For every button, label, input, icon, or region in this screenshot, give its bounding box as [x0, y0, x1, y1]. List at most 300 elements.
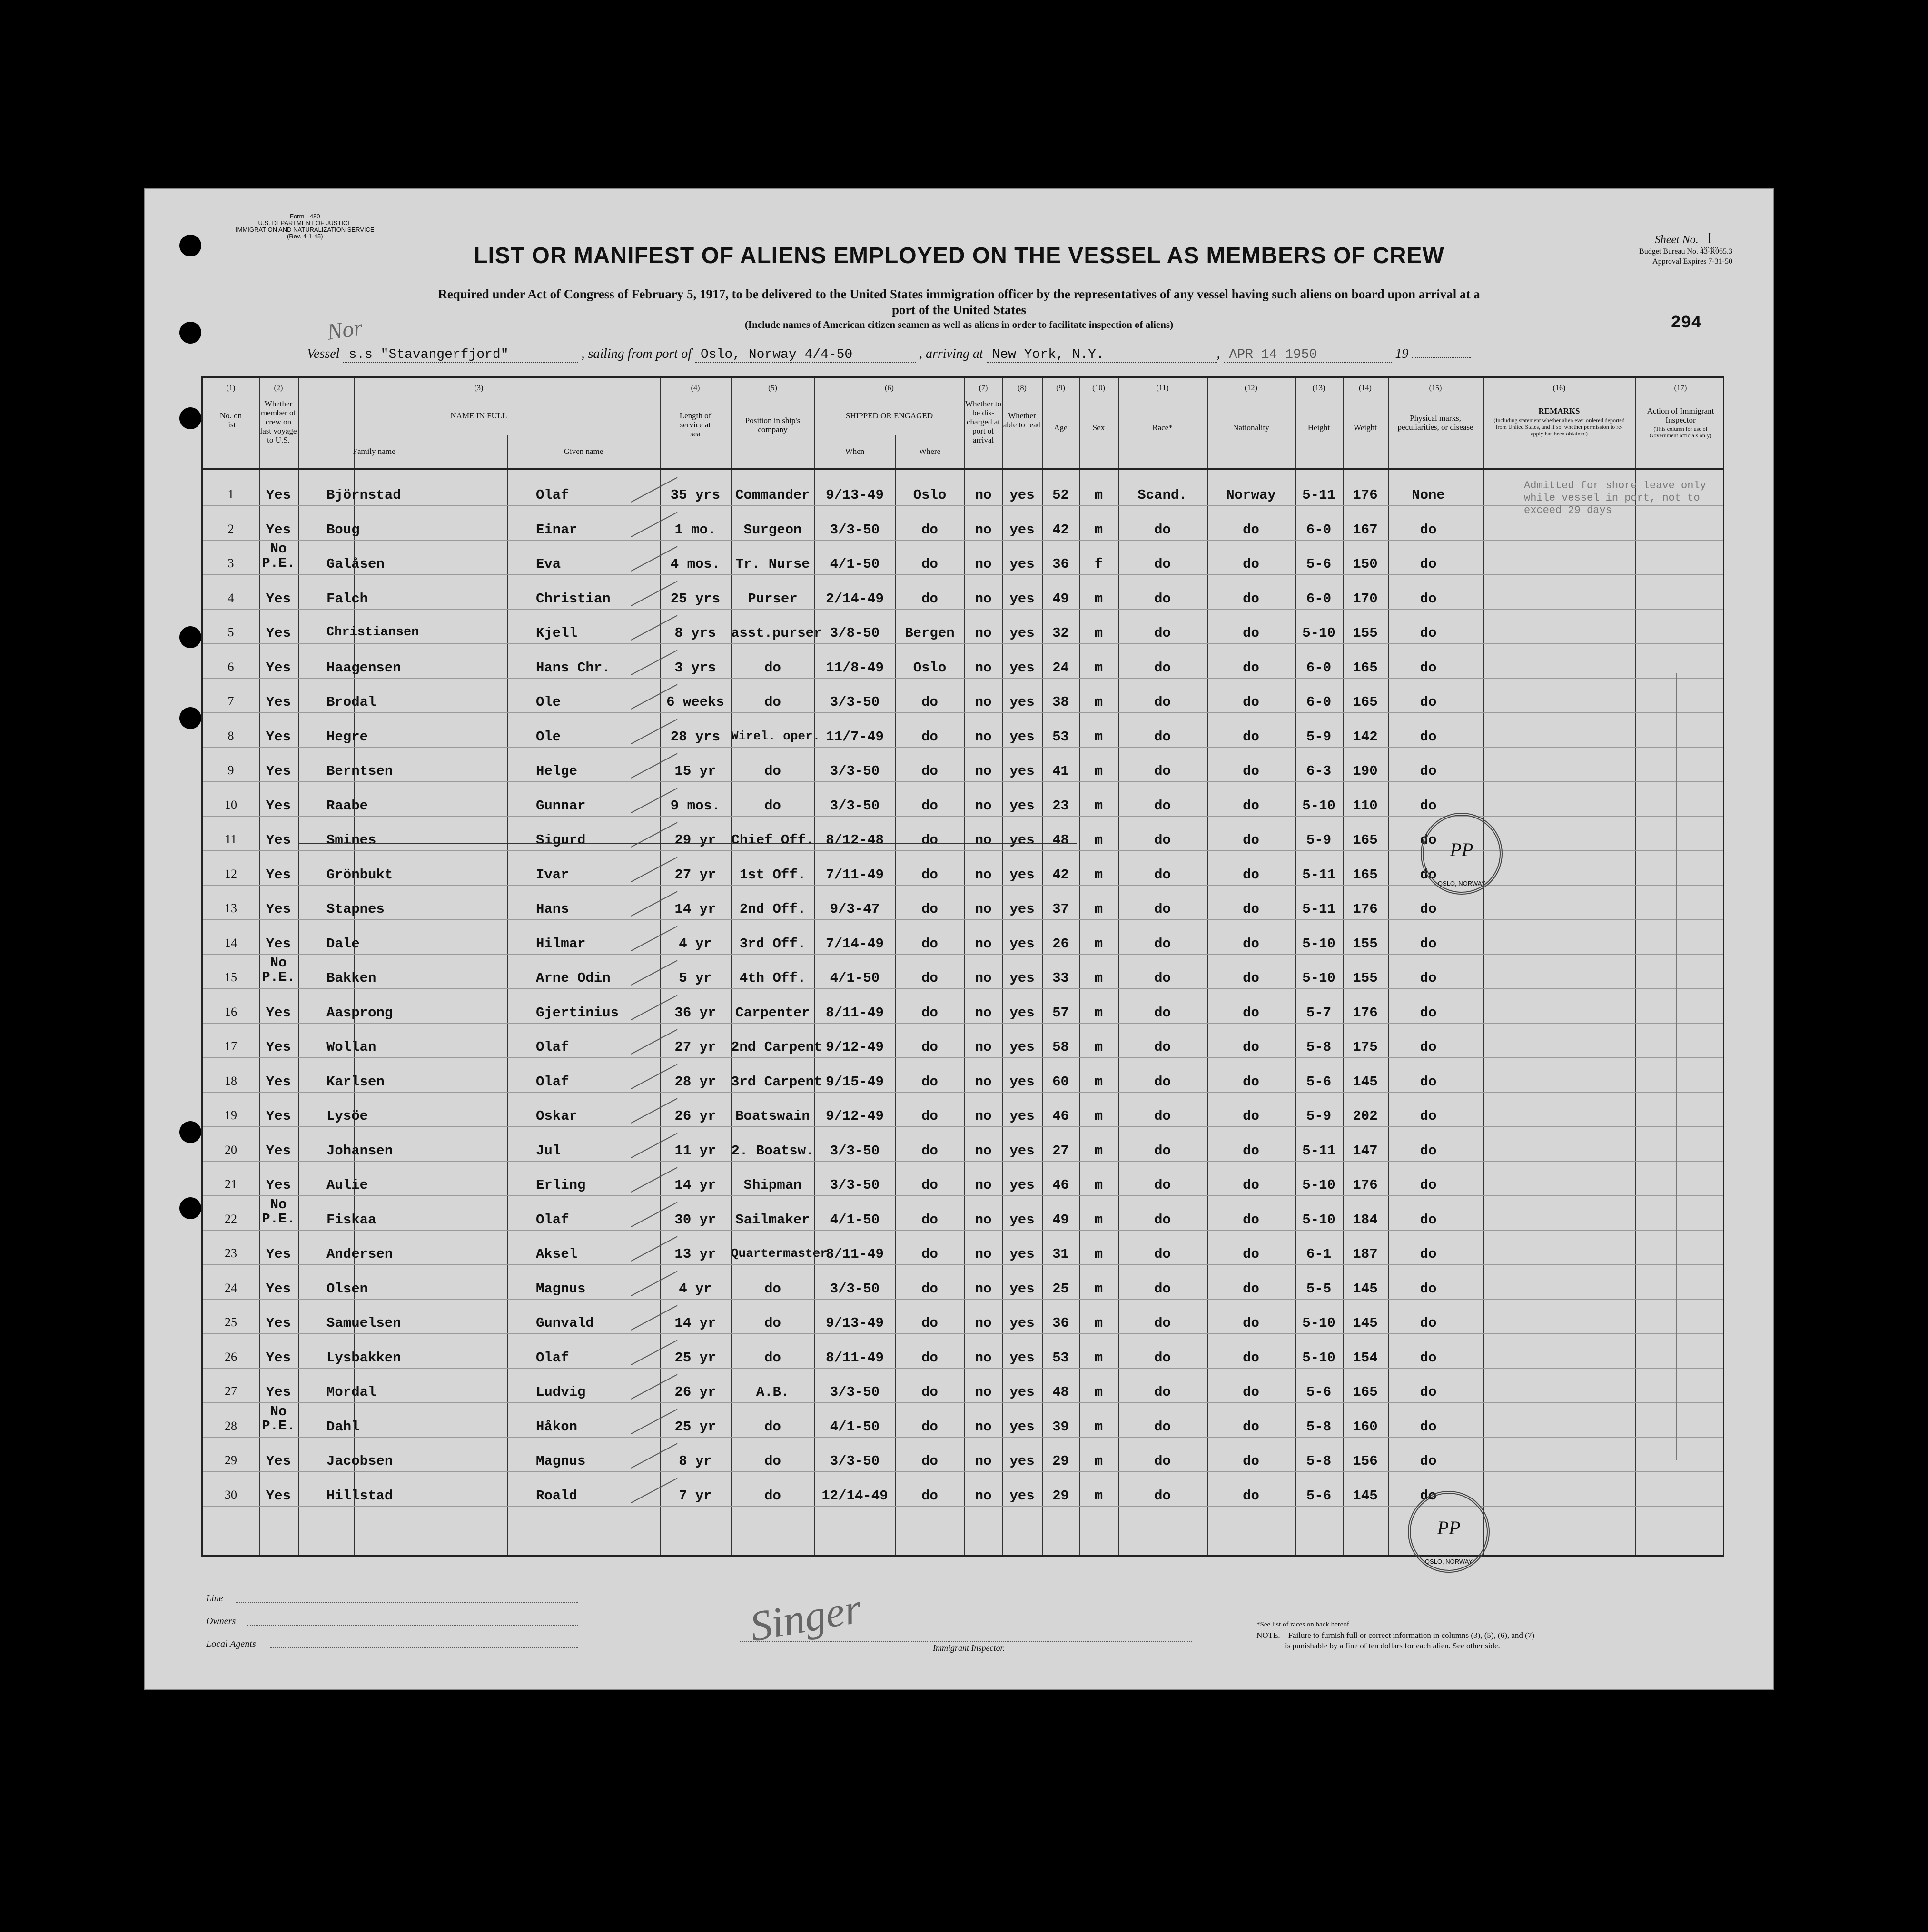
length-of-service: 15 yr — [674, 763, 716, 779]
column-rule — [1042, 378, 1043, 1555]
inspector-signature: Singer — [746, 1585, 865, 1651]
age: 27 — [1052, 1143, 1069, 1159]
row-number: 22 — [225, 1212, 237, 1226]
column-rule — [507, 435, 508, 1555]
departure-port: Oslo, Norway 4/4-50 — [695, 347, 916, 363]
length-of-service: 5 yr — [679, 970, 712, 986]
height: 5-8 — [1306, 1039, 1332, 1055]
position: 2nd Off. — [739, 901, 806, 917]
row-number: 8 — [227, 729, 234, 743]
able-to-read: yes — [1009, 1488, 1035, 1504]
length-of-service: 35 yrs — [670, 487, 721, 503]
weight: 145 — [1353, 1488, 1378, 1504]
row-rule — [203, 574, 1723, 575]
sex: m — [1094, 763, 1103, 779]
to-be-discharged: no — [975, 832, 992, 848]
given-name: Hilmar — [536, 936, 586, 952]
position: Boatswain — [735, 1108, 810, 1124]
race: do — [1154, 798, 1171, 814]
shipped-where: do — [921, 970, 938, 986]
family-name: Berntsen — [326, 763, 393, 779]
able-to-read: yes — [1009, 1315, 1035, 1331]
column-number: (10) — [1092, 384, 1105, 392]
nationality: do — [1243, 660, 1259, 676]
column-number: (5) — [768, 384, 777, 392]
shipped-where: do — [921, 1074, 938, 1090]
column-number: (2) — [274, 384, 283, 392]
race: do — [1154, 1453, 1171, 1469]
row-rule — [203, 1402, 1723, 1403]
previous-voyage: Yes — [266, 763, 291, 779]
age: 60 — [1052, 1074, 1069, 1090]
weight: 154 — [1353, 1350, 1378, 1366]
row-number: 28 — [225, 1419, 237, 1433]
age: 42 — [1052, 522, 1069, 538]
nationality: do — [1243, 729, 1259, 745]
position: 3rd Carpent — [731, 1074, 822, 1090]
race: do — [1154, 1005, 1171, 1021]
age: 41 — [1052, 763, 1069, 779]
physical-marks: do — [1420, 1005, 1437, 1021]
sex: m — [1094, 1350, 1103, 1366]
given-name: Magnus — [536, 1453, 586, 1469]
race: do — [1154, 936, 1171, 952]
row-rule — [203, 505, 1723, 506]
nationality: do — [1243, 867, 1259, 883]
physical-marks: do — [1420, 556, 1437, 572]
length-of-service: 8 yrs — [674, 625, 716, 641]
height: 5-10 — [1302, 1315, 1335, 1331]
length-of-service: 4 yr — [679, 1281, 712, 1297]
position: 4th Off. — [739, 970, 806, 986]
header-no-on-list: No. on list — [219, 411, 242, 429]
given-name: Roald — [536, 1488, 578, 1504]
position: A.B. — [756, 1384, 790, 1400]
weight: 155 — [1353, 625, 1378, 641]
able-to-read: yes — [1009, 970, 1035, 986]
to-be-discharged: no — [975, 763, 992, 779]
family-name: Aasprong — [326, 1005, 393, 1021]
length-of-service: 30 yr — [674, 1212, 716, 1228]
able-to-read: yes — [1009, 660, 1035, 676]
given-name: Ole — [536, 694, 561, 710]
family-name: Galåsen — [326, 556, 385, 572]
physical-marks: do — [1420, 798, 1437, 814]
length-of-service: 1 mo. — [674, 522, 716, 538]
previous-voyage: Yes — [266, 1384, 291, 1400]
height: 5-6 — [1306, 556, 1332, 572]
weight: 145 — [1353, 1281, 1378, 1297]
row-number: 29 — [225, 1453, 237, 1467]
length-of-service: 26 yr — [674, 1384, 716, 1400]
physical-marks: do — [1420, 1143, 1437, 1159]
previous-voyage: Yes — [266, 1005, 291, 1021]
shipped-when: 7/11-49 — [826, 867, 884, 883]
races-note: *See list of races on back hereof. — [1256, 1621, 1351, 1628]
sex: m — [1094, 901, 1103, 917]
shipped-when: 3/3-50 — [830, 1453, 880, 1469]
row-rule — [203, 1161, 1723, 1162]
race: do — [1154, 1177, 1171, 1193]
seal-text: OSLO, NORWAY — [1424, 1558, 1473, 1565]
punch-hole — [179, 1197, 201, 1219]
weight: 165 — [1353, 867, 1378, 883]
shipped-when: 2/14-49 — [826, 591, 884, 607]
column-rule — [1343, 378, 1344, 1555]
to-be-discharged: no — [975, 1488, 992, 1504]
nationality: Norway — [1226, 487, 1276, 503]
shipped-where: do — [921, 1246, 938, 1262]
sex: m — [1094, 660, 1103, 676]
age: 49 — [1052, 1212, 1069, 1228]
shipped-when: 9/12-49 — [826, 1108, 884, 1124]
height: 5-10 — [1302, 970, 1335, 986]
shipped-where: do — [921, 1281, 938, 1297]
race: do — [1154, 1315, 1171, 1331]
given-name: Sigurd — [536, 832, 586, 848]
previous-voyage: Yes — [266, 694, 291, 710]
previous-voyage: Yes — [266, 660, 291, 676]
sex: m — [1094, 1488, 1103, 1504]
physical-marks: do — [1420, 763, 1437, 779]
nationality: do — [1243, 798, 1259, 814]
header-nationality: Nationality — [1233, 423, 1269, 432]
position: do — [764, 660, 781, 676]
age: 46 — [1052, 1177, 1069, 1193]
race: do — [1154, 522, 1171, 538]
previous-voyage: No P.E. — [262, 1196, 295, 1227]
nationality: do — [1243, 832, 1259, 848]
weight: 176 — [1353, 1177, 1378, 1193]
to-be-discharged: no — [975, 1212, 992, 1228]
row-rule — [203, 1126, 1723, 1127]
row-number: 23 — [225, 1246, 237, 1260]
row-number: 4 — [227, 591, 234, 605]
physical-marks: do — [1420, 970, 1437, 986]
header-remarks: REMARKS — [1538, 406, 1580, 415]
age: 31 — [1052, 1246, 1069, 1262]
header-family-name: Family name — [353, 447, 395, 456]
row-number: 3 — [227, 556, 234, 570]
age: 52 — [1052, 487, 1069, 503]
previous-voyage: Yes — [266, 1488, 291, 1504]
shipped-when: 9/13-49 — [826, 1315, 884, 1331]
position: do — [764, 1315, 781, 1331]
shipped-where: do — [921, 556, 938, 572]
able-to-read: yes — [1009, 936, 1035, 952]
penalty-note-continued: is punishable by a fine of ten dollars for each alien. See other side. — [1285, 1641, 1500, 1650]
previous-voyage: Yes — [266, 936, 291, 952]
sex: m — [1094, 694, 1103, 710]
form-identifier — [236, 213, 375, 240]
able-to-read: yes — [1009, 1039, 1035, 1055]
length-of-service: 14 yr — [674, 1177, 716, 1193]
given-name: Aksel — [536, 1246, 578, 1262]
row-number: 19 — [225, 1108, 237, 1122]
able-to-read: yes — [1009, 1350, 1035, 1366]
position: Quartermaster — [731, 1246, 828, 1261]
punch-hole — [179, 707, 201, 729]
sex: m — [1094, 1453, 1103, 1469]
height: 6-0 — [1306, 694, 1332, 710]
header-given-name: Given name — [564, 447, 603, 456]
height: 6-0 — [1306, 591, 1332, 607]
family-name: Jacobsen — [326, 1453, 393, 1469]
owners-blank — [247, 1625, 578, 1626]
form-id-line: IMMIGRATION AND NATURALIZATION SERVICE — [236, 226, 375, 233]
header-weight: Weight — [1354, 423, 1377, 432]
shipped-where: Bergen — [905, 625, 955, 641]
able-to-read: yes — [1009, 1177, 1035, 1193]
physical-marks: do — [1420, 1177, 1437, 1193]
given-name: Håkon — [536, 1419, 578, 1435]
physical-marks: do — [1420, 694, 1437, 710]
race: do — [1154, 694, 1171, 710]
given-name: Arne Odin — [536, 970, 611, 986]
height: 5-6 — [1306, 1074, 1332, 1090]
height: 5-6 — [1306, 1384, 1332, 1400]
physical-marks: do — [1420, 1350, 1437, 1366]
previous-voyage: Yes — [266, 1074, 291, 1090]
sex: m — [1094, 798, 1103, 814]
column-number: (6) — [885, 384, 894, 392]
able-to-read: yes — [1009, 591, 1035, 607]
age: 57 — [1052, 1005, 1069, 1021]
able-to-read: yes — [1009, 1281, 1035, 1297]
nationality: do — [1243, 1143, 1259, 1159]
weight: 176 — [1353, 1005, 1378, 1021]
position: Tr. Nurse — [735, 556, 810, 572]
previous-voyage: No P.E. — [262, 1403, 295, 1434]
nationality: do — [1243, 1419, 1259, 1435]
height: 5-10 — [1302, 1212, 1335, 1228]
family-name: Olsen — [326, 1281, 368, 1297]
able-to-read: yes — [1009, 901, 1035, 917]
height: 5-8 — [1306, 1453, 1332, 1469]
owners-label: Owners — [206, 1616, 236, 1626]
race: do — [1154, 1108, 1171, 1124]
shipped-where: do — [921, 1453, 938, 1469]
physical-marks: do — [1420, 832, 1437, 848]
shipped-when: 11/7-49 — [826, 729, 884, 745]
shipped-when: 7/14-49 — [826, 936, 884, 952]
physical-marks: do — [1420, 867, 1437, 883]
family-name: Lysöe — [326, 1108, 368, 1124]
row-number: 30 — [225, 1488, 237, 1502]
given-name: Gjertinius — [536, 1005, 619, 1021]
weight: 170 — [1353, 591, 1378, 607]
previous-voyage: Yes — [266, 1281, 291, 1297]
action-mark — [1676, 673, 1677, 1460]
nationality: do — [1243, 1350, 1259, 1366]
weight: 165 — [1353, 694, 1378, 710]
able-to-read: yes — [1009, 1212, 1035, 1228]
to-be-discharged: no — [975, 591, 992, 607]
sex: m — [1094, 522, 1103, 538]
row-rule — [203, 747, 1723, 748]
sheet-value: I — [1701, 229, 1718, 248]
shipped-when: 8/11-49 — [826, 1246, 884, 1262]
seal-text: OSLO, NORWAY — [1437, 880, 1486, 887]
length-of-service: 27 yr — [674, 867, 716, 883]
to-be-discharged: no — [975, 1177, 992, 1193]
weight: 150 — [1353, 556, 1378, 572]
shipped-where: do — [921, 1419, 938, 1435]
year-label: 19 — [1395, 346, 1409, 361]
manifest-sheet — [145, 189, 1773, 1689]
race: do — [1154, 556, 1171, 572]
header-when: When — [845, 447, 865, 456]
sex: m — [1094, 1005, 1103, 1021]
sex: m — [1094, 1315, 1103, 1331]
race: do — [1154, 867, 1171, 883]
height: 5-10 — [1302, 936, 1335, 952]
race: do — [1154, 660, 1171, 676]
sex: m — [1094, 970, 1103, 986]
row-rule — [203, 678, 1723, 679]
row-rule — [203, 1264, 1723, 1265]
length-of-service: 7 yr — [679, 1488, 712, 1504]
shipped-where: do — [921, 867, 938, 883]
column-rule — [1635, 378, 1636, 1555]
height: 5-10 — [1302, 1350, 1335, 1366]
to-be-discharged: no — [975, 1039, 992, 1055]
position: 2. Boatsw. — [731, 1143, 814, 1159]
physical-marks: do — [1420, 591, 1437, 607]
able-to-read: yes — [1009, 867, 1035, 883]
sex: m — [1094, 1384, 1103, 1400]
page-title: LIST OR MANIFEST OF ALIENS EMPLOYED ON THE VESSEL AS MEMBERS OF CREW — [474, 243, 1444, 268]
column-rule — [1118, 378, 1119, 1555]
row-number: 2 — [227, 522, 234, 536]
row-number: 9 — [227, 763, 234, 777]
nationality: do — [1243, 970, 1259, 986]
to-be-discharged: no — [975, 660, 992, 676]
race: do — [1154, 1384, 1171, 1400]
family-name: Falch — [326, 591, 368, 607]
row-number: 10 — [225, 798, 237, 812]
nationality: do — [1243, 1453, 1259, 1469]
row-rule — [203, 1437, 1723, 1438]
previous-voyage: Yes — [266, 591, 291, 607]
position: Sailmaker — [735, 1212, 810, 1228]
age: 53 — [1052, 729, 1069, 745]
subtitle-port: port of the United States — [892, 303, 1026, 317]
column-number: (8) — [1018, 384, 1027, 392]
given-name: Jul — [536, 1143, 561, 1159]
remarks-line: Admitted for shore leave only — [1524, 480, 1706, 492]
shipped-where: do — [921, 1143, 938, 1159]
weight: 160 — [1353, 1419, 1378, 1435]
column-number: (16) — [1552, 384, 1566, 392]
race: Scand. — [1137, 487, 1187, 503]
position: Shipman — [743, 1177, 802, 1193]
previous-voyage: Yes — [266, 1453, 291, 1469]
row-rule — [203, 919, 1723, 920]
sex: m — [1094, 1074, 1103, 1090]
height: 5-9 — [1306, 1108, 1332, 1124]
nationality: do — [1243, 1488, 1259, 1504]
row-rule — [203, 1230, 1723, 1231]
length-of-service: 27 yr — [674, 1039, 716, 1055]
weight: 147 — [1353, 1143, 1378, 1159]
nationality: do — [1243, 1005, 1259, 1021]
previous-voyage: Yes — [266, 798, 291, 814]
shipped-where: do — [921, 729, 938, 745]
shipped-where: Oslo — [913, 487, 947, 503]
weight: 165 — [1353, 832, 1378, 848]
column-number: (3) — [474, 384, 484, 392]
height: 5-7 — [1306, 1005, 1332, 1021]
header-age: Age — [1054, 423, 1068, 432]
row-number: 18 — [225, 1074, 237, 1088]
position: Chief Off. — [731, 832, 814, 848]
seal-initials: PP — [1437, 1517, 1461, 1538]
position: Commander — [735, 487, 810, 503]
physical-marks: None — [1412, 487, 1445, 503]
row-rule — [203, 1057, 1723, 1058]
row-rule — [203, 781, 1723, 782]
crew-table — [201, 376, 1724, 1557]
shipped-when: 9/3-47 — [830, 901, 880, 917]
height: 5-5 — [1306, 1281, 1332, 1297]
voyage-line: Vessel s.s "Stavangerfjord" , sailing from port of Oslo, Norway 4/4-50 , arriving at New York, N.Y. , APR 14 1950 19 — [307, 346, 1471, 363]
subtitle-act: Required under Act of Congress of February 5, 1917, to be delivered to the United States immigration officer by the representatives of any vessel having such aliens on board upon arrival at a — [438, 287, 1480, 301]
row-number: 16 — [225, 1005, 237, 1019]
row-number: 21 — [225, 1177, 237, 1191]
row-rule — [203, 540, 1723, 541]
age: 48 — [1052, 832, 1069, 848]
length-of-service: 25 yrs — [670, 591, 721, 607]
shipped-where: do — [921, 1108, 938, 1124]
nationality: do — [1243, 522, 1259, 538]
previous-voyage: Yes — [266, 487, 291, 503]
sex: m — [1094, 832, 1103, 848]
height: 5-11 — [1302, 867, 1335, 883]
family-name: Raabe — [326, 798, 368, 814]
position: 1st Off. — [739, 867, 806, 883]
position: Carpenter — [735, 1005, 810, 1021]
age: 37 — [1052, 901, 1069, 917]
age: 48 — [1052, 1384, 1069, 1400]
row-rule — [203, 712, 1723, 713]
physical-marks: do — [1420, 660, 1437, 676]
family-name: Smines — [326, 832, 376, 848]
physical-marks: do — [1420, 1281, 1437, 1297]
family-name: Haagensen — [326, 660, 401, 676]
weight: 175 — [1353, 1039, 1378, 1055]
family-name: Johansen — [326, 1143, 393, 1159]
form-id-line: U.S. DEPARTMENT OF JUSTICE — [258, 219, 352, 227]
shipped-where: do — [921, 1039, 938, 1055]
row-number: 14 — [225, 936, 237, 950]
length-of-service: 13 yr — [674, 1246, 716, 1262]
able-to-read: yes — [1009, 1143, 1035, 1159]
height: 5-6 — [1306, 1488, 1332, 1504]
age: 26 — [1052, 936, 1069, 952]
position: do — [764, 694, 781, 710]
header-physical: Physical marks, peculiarities, or disease — [1397, 414, 1473, 432]
arrival-port: New York, N.Y. — [987, 347, 1217, 363]
family-name: Aulie — [326, 1177, 368, 1193]
shipped-when: 4/1-50 — [830, 1212, 880, 1228]
shipped-when: 12/14-49 — [821, 1488, 888, 1504]
column-number: (9) — [1056, 384, 1065, 392]
row-number: 12 — [225, 867, 237, 881]
nationality: do — [1243, 763, 1259, 779]
shipped-when: 9/15-49 — [826, 1074, 884, 1090]
to-be-discharged: no — [975, 729, 992, 745]
